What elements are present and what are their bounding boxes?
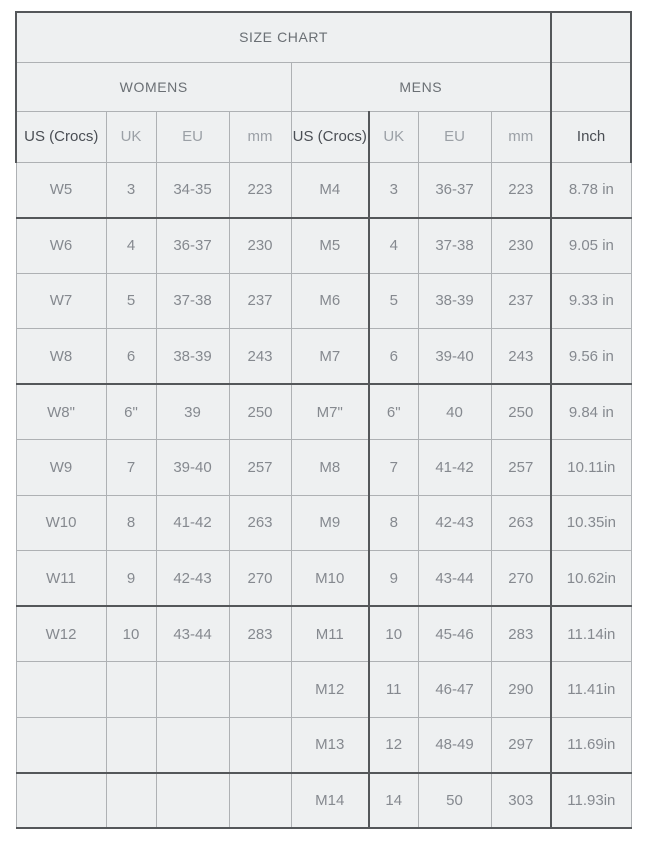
table-row — [16, 218, 631, 274]
size-cell — [229, 773, 291, 829]
size-cell — [106, 773, 156, 829]
size-cell: 42-43 — [418, 495, 491, 551]
column-header-mens-eu: EU — [418, 111, 491, 162]
size-cell: 45-46 — [418, 606, 491, 662]
size-cell: M11 — [291, 606, 369, 662]
size-cell: 237 — [491, 273, 551, 329]
size-cell: 297 — [491, 717, 551, 773]
size-cell — [156, 717, 229, 773]
size-cell: 43-44 — [418, 551, 491, 607]
size-cell: 5 — [369, 273, 418, 329]
size-cell: 39-40 — [418, 329, 491, 385]
size-cell: 250 — [491, 384, 551, 440]
size-cell: M8 — [291, 440, 369, 496]
column-header-womens-uk: UK — [106, 111, 156, 162]
table-row — [16, 329, 631, 385]
table-row — [16, 662, 631, 718]
size-cell: 230 — [491, 218, 551, 274]
size-cell — [16, 773, 106, 829]
size-cell: 37-38 — [156, 273, 229, 329]
table-row — [16, 384, 631, 440]
size-cell: 6" — [106, 384, 156, 440]
column-header-womens-us: US (Crocs) — [16, 111, 106, 162]
size-cell: W5 — [16, 162, 106, 218]
size-cell: 230 — [229, 218, 291, 274]
group-row-spacer-cell — [551, 62, 631, 111]
size-cell: 14 — [369, 773, 418, 829]
size-cell: 270 — [491, 551, 551, 607]
table-row — [16, 440, 631, 496]
column-header-womens-eu: EU — [156, 111, 229, 162]
size-cell: M13 — [291, 717, 369, 773]
size-cell: 8 — [106, 495, 156, 551]
size-cell: 257 — [229, 440, 291, 496]
size-cell: 39 — [156, 384, 229, 440]
size-cell: W10 — [16, 495, 106, 551]
size-cell: 237 — [229, 273, 291, 329]
table-row — [16, 495, 631, 551]
size-cell: 10.35in — [551, 495, 631, 551]
mens-group-header: MENS — [291, 62, 551, 111]
size-cell: 10 — [106, 606, 156, 662]
size-cell: 243 — [229, 329, 291, 385]
size-cell: M6 — [291, 273, 369, 329]
size-cell: 37-38 — [418, 218, 491, 274]
size-cell: M9 — [291, 495, 369, 551]
size-cell: 223 — [229, 162, 291, 218]
size-cell: 11.69in — [551, 717, 631, 773]
size-cell: 39-40 — [156, 440, 229, 496]
size-cell: 270 — [229, 551, 291, 607]
size-cell: 36-37 — [418, 162, 491, 218]
size-cell: 6" — [369, 384, 418, 440]
size-cell: W9 — [16, 440, 106, 496]
size-cell — [106, 662, 156, 718]
column-header-inch: Inch — [551, 111, 631, 162]
size-cell: 7 — [106, 440, 156, 496]
size-cell: 36-37 — [156, 218, 229, 274]
size-cell: 283 — [229, 606, 291, 662]
size-cell: M10 — [291, 551, 369, 607]
size-cell: 48-49 — [418, 717, 491, 773]
size-cell — [229, 717, 291, 773]
size-cell: 6 — [106, 329, 156, 385]
size-cell: W6 — [16, 218, 106, 274]
table-row — [16, 551, 631, 607]
column-header-mens-us: US (Crocs) — [291, 111, 369, 162]
size-cell — [229, 662, 291, 718]
size-cell: 10.11in — [551, 440, 631, 496]
size-cell: M14 — [291, 773, 369, 829]
size-cell: 263 — [229, 495, 291, 551]
size-cell: 4 — [106, 218, 156, 274]
column-header-womens-mm: mm — [229, 111, 291, 162]
group-header-row — [16, 62, 631, 111]
size-cell: M5 — [291, 218, 369, 274]
size-cell: 9 — [369, 551, 418, 607]
size-cell: 46-47 — [418, 662, 491, 718]
size-cell — [16, 662, 106, 718]
womens-group-header: WOMENS — [16, 62, 291, 111]
size-cell: W8" — [16, 384, 106, 440]
size-cell: 4 — [369, 218, 418, 274]
size-cell: M7" — [291, 384, 369, 440]
table-row — [16, 717, 631, 773]
size-cell: 11.41in — [551, 662, 631, 718]
size-cell: 38-39 — [156, 329, 229, 385]
size-cell: 9.33 in — [551, 273, 631, 329]
size-cell: 11.14in — [551, 606, 631, 662]
size-cell: 41-42 — [418, 440, 491, 496]
size-cell: 223 — [491, 162, 551, 218]
size-cell: 8 — [369, 495, 418, 551]
size-cell: 3 — [106, 162, 156, 218]
size-cell: 43-44 — [156, 606, 229, 662]
size-cell: M4 — [291, 162, 369, 218]
size-cell: 243 — [491, 329, 551, 385]
size-cell: 7 — [369, 440, 418, 496]
title-row-spacer-cell — [551, 12, 631, 62]
size-cell — [156, 662, 229, 718]
size-cell: M12 — [291, 662, 369, 718]
size-cell — [156, 773, 229, 829]
size-cell: 38-39 — [418, 273, 491, 329]
size-cell: W7 — [16, 273, 106, 329]
table-row — [16, 773, 631, 829]
size-cell: 5 — [106, 273, 156, 329]
size-cell: W8 — [16, 329, 106, 385]
size-cell — [16, 717, 106, 773]
size-chart-title: SIZE CHART — [16, 12, 551, 62]
size-cell: 34-35 — [156, 162, 229, 218]
size-table-body — [16, 162, 631, 828]
table-row — [16, 273, 631, 329]
size-cell: 6 — [369, 329, 418, 385]
size-cell: 10.62in — [551, 551, 631, 607]
column-header-row — [16, 111, 631, 162]
size-cell: 9.84 in — [551, 384, 631, 440]
size-cell: W12 — [16, 606, 106, 662]
size-cell: 303 — [491, 773, 551, 829]
title-row — [16, 12, 631, 62]
size-cell: 9 — [106, 551, 156, 607]
size-cell: 9.05 in — [551, 218, 631, 274]
size-cell: 8.78 in — [551, 162, 631, 218]
size-cell: 263 — [491, 495, 551, 551]
size-chart-table — [15, 11, 632, 829]
size-cell: 257 — [491, 440, 551, 496]
size-cell: 11 — [369, 662, 418, 718]
size-cell: M7 — [291, 329, 369, 385]
size-cell: 10 — [369, 606, 418, 662]
size-cell: 9.56 in — [551, 329, 631, 385]
size-cell: 250 — [229, 384, 291, 440]
size-cell: 40 — [418, 384, 491, 440]
size-cell: 42-43 — [156, 551, 229, 607]
column-header-mens-mm: mm — [491, 111, 551, 162]
size-cell: 290 — [491, 662, 551, 718]
size-cell: 11.93in — [551, 773, 631, 829]
table-row — [16, 162, 631, 218]
size-cell: 41-42 — [156, 495, 229, 551]
size-cell: 50 — [418, 773, 491, 829]
size-cell: W11 — [16, 551, 106, 607]
size-cell: 12 — [369, 717, 418, 773]
table-row — [16, 606, 631, 662]
size-cell: 3 — [369, 162, 418, 218]
size-cell — [106, 717, 156, 773]
column-header-mens-uk: UK — [369, 111, 418, 162]
size-cell: 283 — [491, 606, 551, 662]
